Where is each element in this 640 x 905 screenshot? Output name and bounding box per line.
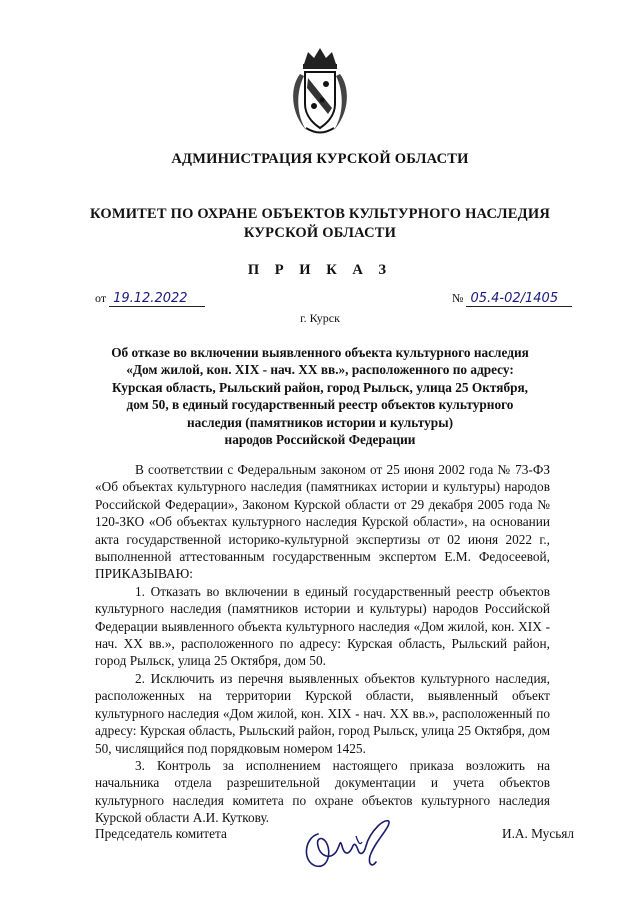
committee-title-line2: КУРСКОЙ ОБЛАСТИ [243, 225, 397, 241]
date-prefix: от [95, 291, 107, 305]
order-subject [100, 344, 540, 448]
subject-line: дом 50, в единый государственный реестр объектов культурного [126, 397, 514, 413]
order-date [95, 291, 205, 307]
signatory-position: Председатель комитета [95, 826, 227, 841]
document-type: П Р И К А З [247, 262, 393, 278]
order-item-3: 3. Контроль за исполнением настоящего приказа возложить на начальника отдела разрешительной документации и учета объектов культурного наследия комитета по охране объектов культурного наследия Курской области А.И. Куткову. [95, 757, 550, 826]
order-item-1: 1. Отказать во включении в единый государственный реестр объектов культурного наследия (памятников истории и культуры) народов Российской Федерации выявленного объекта культурного наследия «Дом жилой, кон. XIX - нач. XX вв.», расположенного по адресу: Курская область, Рыльский район, город Рыльск, улица 25 Октября, дом 50. [95, 583, 550, 669]
subject-line: Курская область, Рыльский район, город Рыльск, улица 25 Октября, [111, 379, 529, 395]
preamble-paragraph: В соответствии с Федеральным законом от 25 июня 2002 года № 73-ФЗ «Об объектах культурного наследия (памятниках истории и культуры) народов Российской Федерации», Законом Курской области от 29 декабря 2005 года № 120-ЗКО «Об объектах культурного наследия Курской области», на основании акта государственной историко-культурной экспертизы от 02 июня 2022 г., выполненной аттестованным государственным экспертом Е.М. Федосеевой, ПРИКАЗЫВАЮ: [95, 462, 550, 582]
date-value: 19.12.2022 [109, 291, 205, 307]
signatory-name: И.А. Мусьял [502, 826, 575, 841]
order-number [452, 291, 572, 307]
signature-icon [296, 812, 414, 874]
city: г. Курск [300, 311, 340, 325]
number-prefix: № [452, 291, 464, 305]
committee-title [0, 205, 640, 243]
subject-line: народов Российской Федерации [224, 432, 416, 448]
committee-title-line1: КОМИТЕТ ПО ОХРАНЕ ОБЪЕКТОВ КУЛЬТУРНОГО НАСЛЕДИЯ [89, 206, 551, 222]
number-value: 05.4-02/1405 [466, 291, 572, 307]
subject-line: Об отказе во включении выявленного объекта культурного наследия [111, 345, 529, 360]
administration-title: АДМИНИСТРАЦИЯ КУРСКОЙ ОБЛАСТИ [171, 151, 469, 167]
subject-line: наследия (памятников истории и культуры) [186, 414, 454, 430]
order-body [95, 461, 550, 827]
coat-of-arms-icon [286, 42, 354, 138]
order-item-2: 2. Исключить из перечня выявленных объектов культурного наследия, расположенных на территории Курской области, выявленный объект культурного наследия «Дом жилой, кон. XIX - нач. XX вв.», расположенный по адресу: Курская область, Рыльский район, город Рыльск, улица 25 Октября, дом 50, числящийся под порядковым номером 1425. [95, 670, 550, 756]
subject-line: «Дом жилой, кон. XIX - нач. XX вв.», расположенного по адресу: [126, 362, 514, 378]
